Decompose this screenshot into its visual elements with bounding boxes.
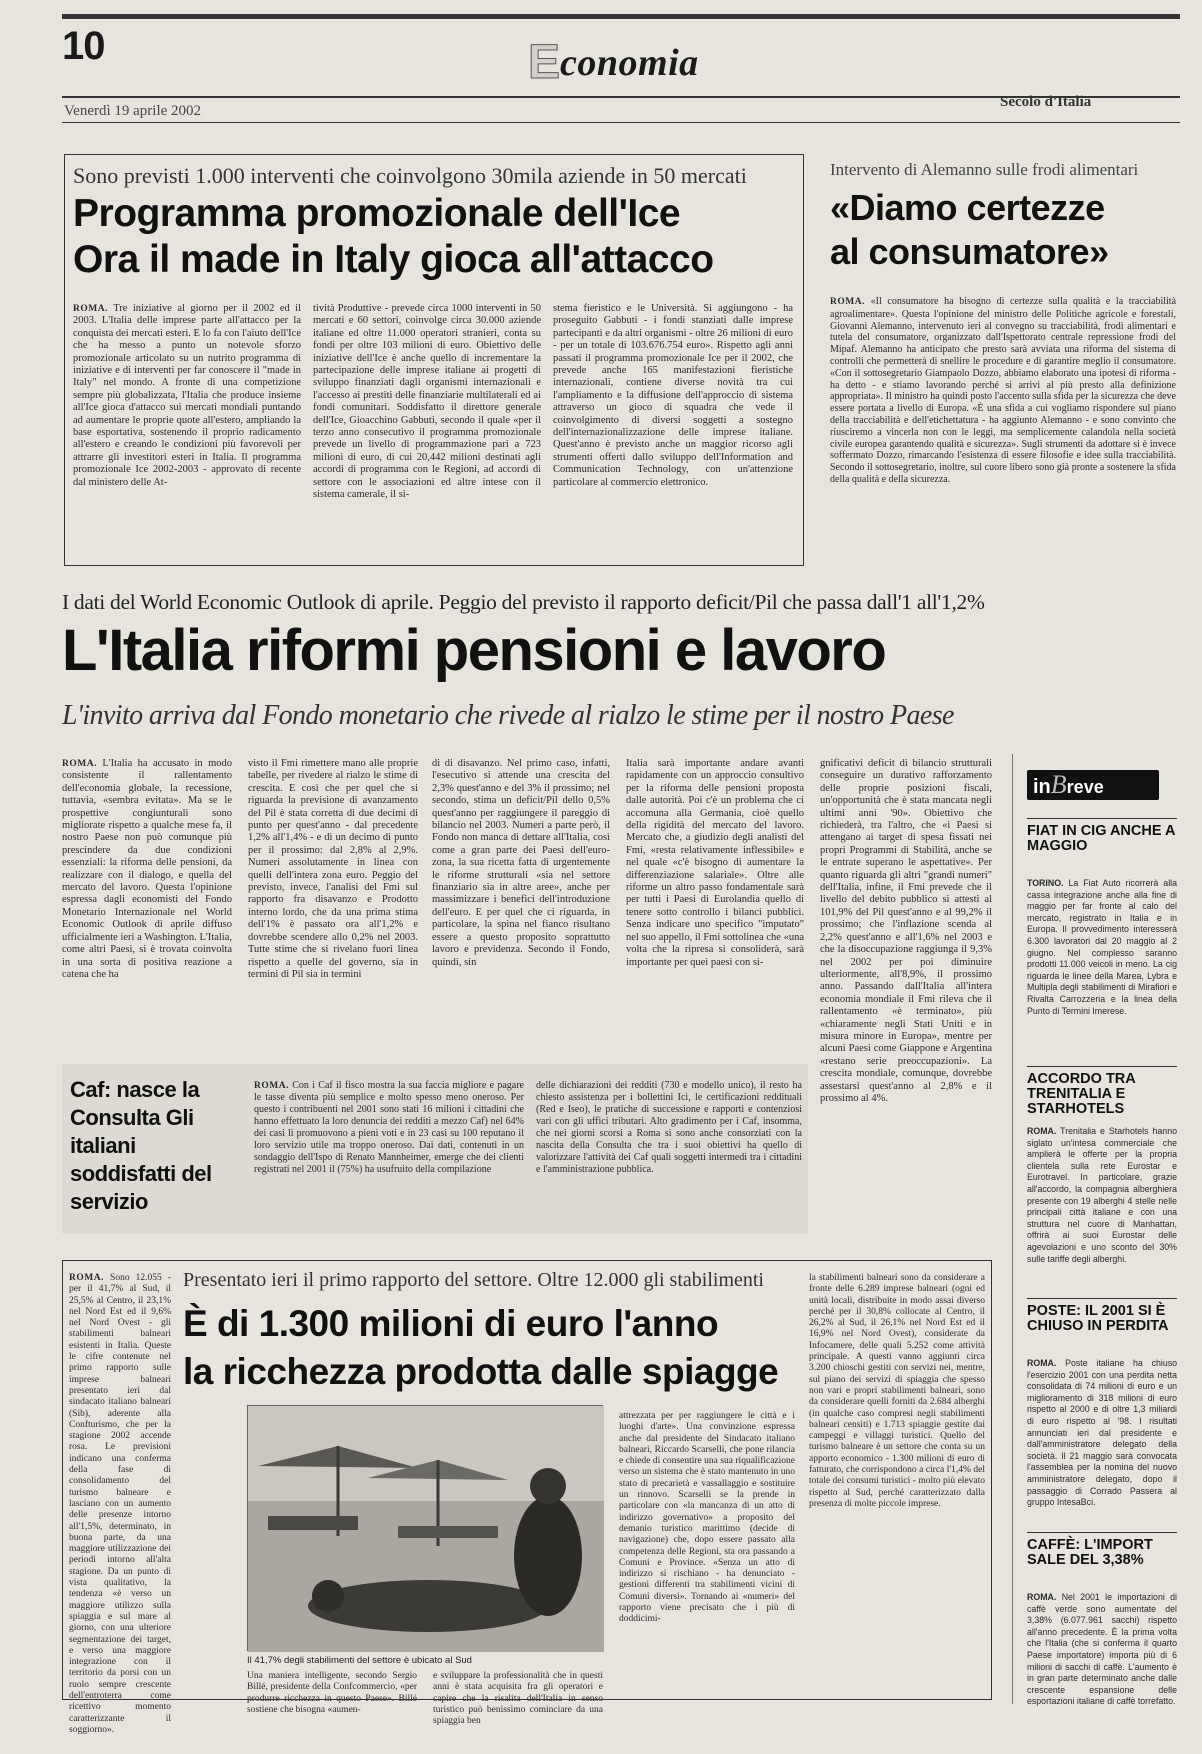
in-breve-rest: reve	[1066, 777, 1104, 797]
article-headline: Caf: nasce la Consulta Gli italiani soddisfatti del servizio	[70, 1077, 212, 1214]
article-column: di di disavanzo. Nel primo caso, infatti, l'esecutivo si attende una crescita del 2,3% quest'anno e del 3% il prossimo; nel secondo, stima un deficit/Pil dello 0,5% quest'anno per raggiungere il pareggio di bilancio nel 2003. Numeri a parte però, il Fondo non manca di dettare all'Italia, così come a gran parte dei Paesi dell'euro-zona, la sua ricetta fatta di urgentemente le riforme strutturali «sia nel settore finanziario sia in altre aree», anche per massimizzare i benefici dell'introduzione dell'euro. E per quel che ci riguarda, in particolare, la spina nel fianco risultano essere a questo proposito soprattutto lavoro e previdenza. Secondo il Fondo, quindi, sin	[432, 758, 610, 968]
article-caf	[62, 1064, 808, 1234]
article-column: Italia sarà importante andare avanti rapidamente con un approccio consultivo per la riforma delle pensioni proposta dalle autorità. Poi c'è un problema che ci accomuna alla Germania, cioè quello della rigidità del mercato del lavoro. Mercato che, a giudizio degli analisti del Fmi, «resta relativamente inflessibile» e nel quale «c'è bisogno di aumentare la differenziazione salariale». Oltre alle riforme un altro passo fondamentale sarà per tutti i Paesi di Eurolandia quello di tenere sotto controllo i bilanci pubblici. Senza indicare uno specifico "imputato" nel suo appello, il Fmi sottolinea che «una volta che la ripresa si consoliderà, sarà importante per quei paesi con si-	[626, 758, 804, 968]
brief-text	[1027, 878, 1177, 1032]
photo-caption: Il 41,7% degli stabilimenti del settore è ubicato al Sud	[247, 1655, 472, 1666]
article-dateline: ROMA.	[254, 1081, 289, 1091]
article-ice	[64, 154, 804, 566]
article-column	[73, 303, 301, 561]
beach-photo-illustration	[248, 1406, 604, 1652]
brief-body: Nel 2001 le importazioni di caffè verde sono aumentate del 3,38% (6.077.961 sacchi) rispetto all'anno precedente. È la prima volta che l'Italia (che si conferma il quarto Paese importatore) importa più di 6 milioni di sacchi di caffè. L'aumento è in gran parte determinato anche dalle crescente espansione delle esportazioni italiane di caffè torrefatto.	[1027, 1592, 1177, 1707]
article-kicker: Presentato ieri il primo rapporto del settore. Oltre 12.000 gli stabilimenti	[183, 1269, 764, 1291]
article-headline: È di 1.300 milioni di euro l'anno	[183, 1303, 719, 1344]
article-dateline: ROMA.	[830, 297, 865, 307]
brief-title: CAFFÈ: L'IMPORT SALE DEL 3,38%	[1027, 1537, 1153, 1568]
beach-photo	[247, 1405, 603, 1651]
article-dateline: ROMA.	[62, 759, 97, 769]
article-column: attrezzata per per raggiungere le città e i luoghi d'arte». Una convinzione espressa anche dal presidente del Sindacato italiano balneari, Riccardo Scarselli, che pone rilancia e chiede di consentire una sua riqualificazione verso un sistema che è stato mantenuto in uno stato di precarietà e vassallaggio e sostituire un rinnovo. Scarselli se la prende in particolare con «la mancanza di un atto di indirizzo governativo» a proposito del demanio turistico marittimo (decide di navigazione) che, dopo essere passato alla competenza delle Regioni, sta ora passando a Comuni e Province. «Senza un atto di indirizzo si rischiano - ha denunciato - gestioni differenti tra stabilimenti vicini di Comuni diversi». Tornando ai «numeri» del rapporto viene precisato che i più di doddicimi-	[619, 1411, 795, 1625]
issue-date: Venerdì 19 aprile 2002	[64, 103, 202, 119]
brief-text	[1027, 1126, 1177, 1272]
article-column: tività Produttive - prevede circa 1000 interventi in 50 mercati e 60 settori, coinvolge circa 30.000 aziende italiane ed oltre 11.000 operatori stranieri, conta su fondi per oltre 103 milioni di euro. Obiettivo delle iniziative dell'Ice è anche quello di incrementare la partecipazione delle imprese italiane ai progetti di sviluppo finanziati dagli organismi internazionali e l'accesso ai prestiti delle finanziarie multilaterali ed ai fondi comunitari. Soddisfatto il direttore generale dell'Ice, Gioacchino Gabbuti, secondo il quale «per il terzo anno consecutivo il programma promozionale prevede un livello di programmazione pari a 723 milioni di euro, di cui 20,442 milioni destinati agli accordi di programma con le Regioni, ad accordi di settore con le associazioni ed altre intese con il sistema camerale, il si-	[313, 303, 541, 501]
in-breve-label	[1027, 770, 1159, 800]
article-spiagge	[62, 1260, 992, 1735]
article-column: la stabilimenti balneari sono da considerare a fronte delle 6.289 imprese balneari (ogni ed unità locali, distribuite in modo assai diverso perché per il 30,8% collocate al Centro, il 26,2% al Sud, il 26,1% nel Nord Est ed il 16,9% nel Nord Ovest), considerate da Infocamere, delle quali 5.252 come attività principale. A questi vanno aggiunti circa 3.200 chioschi gestiti con servizi nei, mentre, sul piano dei servizi di spiaggia che spesso non vari e propri stabilimenti balneari, sono da considerare quelli forniti da 2.684 alberghi (in qualche caso compresi negli stabilimenti balneari censiti) e 1.713 spiaggie gestite dai campeggi e villaggi turistici. Quello del turismo balneare è un settore che conta su un apporto economico - 1.300 milioni di euro di fatturato, che corrispondono a circa l'1,4% del totale dei consumi turistici - molto più elevato rispetto al Sud, perché caratterizzato dalla presenza di molte piccole imprese.	[809, 1273, 985, 1509]
brief-title: ACCORDO TRA TRENITALIA E STARHOTELS	[1027, 1071, 1136, 1117]
article-column: Una maniera intelligente, secondo Sergio Billé, presidente della Confcommercio, «per produrre ricchezza in questo Paese». Billé sostiene che bisogna «aumen-	[247, 1671, 417, 1715]
brief-body: La Fiat Auto ricorrerà alla cassa integrazione anche alla fine di maggio per far fronte al calo del mercato, registrato in Italia e in Europa. Il provvedimento interesserà 6.300 lavoratori dal 20 maggio al 2 giugno. Nel complesso saranno prodotti 11.000 veicoli in meno. La cig riguarda le linee della Marea, Lybra e Multipla degli stabilimenti di Mirafiori e Rivalta Carrozzeria e la linea della Punto di Termini Imerese.	[1027, 878, 1177, 1016]
article-kicker: Intervento di Alemanno sulle frodi alimentari	[830, 160, 1139, 179]
article-kicker: Sono previsti 1.000 interventi che coinvolgono 30mila aziende in 50 mercati	[73, 163, 747, 188]
article-column: visto il Fmi rimettere mano alle proprie tabelle, per rivedere al rialzo le stime di crescita. E così che per quel che si riguarda la previsione di avanzamento del Pil è stata corretta di due decimi di punto per quest'anno - dal precedente 1,2% all'1,4% - e di un decimo di punto per il prossimo: dal 2,8% al 2,9%. Numeri assolutamente in linea con quelli dell'intera zona euro. Peggio del previsto, invece, l'analisi del Fmi sul rapporto fra disavanzo e Prodotto interno lordo, che da una prima stima dell'1% è passato ora all'1,2% e dovrebbe scendere allo 0,2% nel 2003. Tutte stime che si rivelano fuori linea rispetto a quelle del governo, sia in termini di Pil sia in termini	[248, 758, 418, 980]
article-column	[830, 296, 1176, 560]
section-title	[528, 36, 699, 89]
article-dateline: ROMA.	[69, 1273, 104, 1283]
article-headline: la ricchezza prodotta dalle spiagge	[183, 1351, 779, 1392]
article-column	[62, 758, 232, 1054]
brief-dateline: ROMA.	[1027, 1358, 1057, 1368]
article-headline: L'Italia riformi pensioni e lavoro	[62, 618, 886, 683]
article-column: e sviluppare la professionalità che in questi anni è stata acquisita fra gli operatori e capire che la risalita dell'Italia in senso turistico può benissimo cominciare da una spiaggia ben	[433, 1671, 603, 1727]
section-rest: conomia	[560, 42, 699, 84]
article-headline: Programma promozionale dell'Ice	[73, 192, 681, 235]
article-text: «Il consumatore ha bisogno di certezze sulla qualità e la tracciabilità agroalimentare». Questa l'opinione del ministro delle Politiche agricole e forestali, Giovanni Alemanno, intervenuto ieri al convegno su tracciabilità, frodi alimentari e tutela del consumatore, organizzato dall'Ispettorato centrale repressione frodi del Mipaf. Alemanno ha anticipato che presto sarà avviata una riforma del sistema di controlli che permetterà di snellire le procedure e di garantire meglio il consumatore. «Con il sottosegretario Giampaolo Dozzo, abbiamo elaborato una ipotesi di riforma - ha detto - e stiamo lavorando perché si arrivi al più presto alla definizione appropriata». Il ministro ha quindi posto l'accento sulla sfida per la sicurezza che deve essere portata a livello di Europa. «È una sfida a cui vogliamo rispondere sul piano della tracciabilità e dell'etichettatura - ha aggiunto Alemanno - e sono convinto che riusciremo a vincerla non con le leggi, ma semplicemente calandola nella società civile europea garantendo qualità e sicurezza». Sugli strumenti da adottare si è invece soffermato Dozzo, rimarcando l'esistenza di essere filosofie e idee sulla tracciabilità. Secondo il sottosegretario, inoltre, sul cuore libero sono già pronte a sostenere la sfida della qualità e della sicurezza.	[830, 296, 1177, 485]
article-text: Tre iniziative al giorno per il 2002 ed il 2003. L'Italia delle imprese parte all'attacco per la conquista dei mercati esteri. E lo fa con l'aiuto dell'Ice che ha messo a punto un notevole sforzo promozionale articolato su un nutrito programma di iniziative e di interventi per far conoscere il "made in Italy" nel mondo. A fronte di una competizione sempre più globalizzata, l'Italia che produce insieme all'Ice gioca d'attacco sui mercati mondiali puntando ad aumentare le proprie quote all'estero, ampliando la base esportativa, sostenendo il proprio radicamento all'estero e creando le condizioni più favorevoli per attrarre gli investitori esteri in Italia. Il programma promozionale Ice 2002-2003 - approvato di recente dal ministero delle At-	[73, 303, 302, 488]
article-headline: «Diamo certezze	[830, 187, 1105, 228]
article-headline: Ora il made in Italy gioca all'attacco	[73, 238, 714, 281]
article-dateline: ROMA.	[73, 304, 108, 314]
brief-text	[1027, 1592, 1177, 1707]
in-breve-initial: B	[1050, 770, 1067, 799]
article-column: stema fieristico e le Università. Si aggiungono - ha proseguito Gabbuti - i fondi stanziati dalle imprese partecipanti e da altri organismi - oltre 26 milioni di euro - per un totale di 103.676.754 euro». Rispetto agli anni passati il programma promozionale Ice per il 2002, che prevede anche 165 manifestazioni fieristiche internazionali, contiene diverse novità tra cui l'ampliamento e la diffusione dell'approccio di sistema attraverso un gioco di squadra che vede il coinvolgimento di diversi soggetti a sostegno dell'internazionalizzazione delle imprese italiane. Quest'anno è previsto anche un maggior ricorso agli strumenti offerti dallo sviluppo dell'Information and Communication Technology, con un'attenzione particolare al commercio elettronico.	[553, 303, 793, 488]
page-number: 10	[62, 24, 105, 68]
article-column	[254, 1080, 524, 1228]
brief-title: POSTE: IL 2001 SI È CHIUSO IN PERDITA	[1027, 1303, 1169, 1334]
in-breve-sidebar	[1012, 754, 1182, 1707]
section-initial: E	[528, 36, 561, 89]
brief-dateline: ROMA.	[1027, 1126, 1057, 1136]
article-headline: al consumatore»	[830, 231, 1109, 272]
brief-text	[1027, 1358, 1177, 1514]
article-alemanno	[824, 154, 1180, 566]
in-breve-in: in	[1033, 776, 1051, 798]
article-column: gnificativi deficit di bilancio strutturali conseguire un durativo rafforzamento delle proprie posizioni fiscali, un'opportunità che è stata mancata negli ultimi anni '90». Obiettivo che richiederà, tra l'altro, che «i Paesi si attengano ai target di spesa fissati nei propri Programmi di Stabilità, anche se le entrate superano le aspettative». Per quanto riguarda gli altri "grandi numeri" dell'Italia, infine, il Fmi prevede che il livello del debito pubblico si attesti al 101,9% del Pil quest'anno e al 99,2% il prossimo; che l'inflazione scenda al 2,2% quest'anno e all'1,6% nel 2003 e che la disoccupazione raggiunga il 9,3% nel 2002 per poi diminuire ulteriormente, all'8,9%, il prossimo anno. Passando dall'Italia all'intera economia mondiale il Fmi rileva che il rallentamento «è terminato», più «chiaramente negli Stati Uniti e in misura minore in Europa», mentre per alcuni Paesi come Giappone e Argentina «restano serie preoccupazioni». La crescita mondiale, comunque, dovrebbe assestarsi quest'anno al 2,8% e il prossimo al 4%.	[820, 758, 992, 1104]
article-subheadline: L'invito arriva dal Fondo monetario che rivede al rialzo le stime per il nostro Paese	[62, 700, 954, 731]
article-column	[69, 1273, 171, 1735]
brief-dateline: TORINO.	[1027, 878, 1064, 888]
article-text: Con i Caf il fisco mostra la sua faccia migliore e pagare le tasse diventa più semplice e molto spesso meno oneroso. Per questo i contribuenti nel 2001 sono stati 16 milioni i cittadini che hanno effettuato la loro denuncia dei redditi a mezzo Caf) nel 64% dei casi li promuovono a pieni voti e in 23 casi su 100 reputano il loro servizio utile ma troppo oneroso. Dai dati, contenuti in un sondaggio dell'Ispo di Renato Mannheimer, emerge che dei clienti registrati nel 2001 il (75%) ha usufruito della compilazione	[254, 1080, 524, 1175]
article-text: Sono 12.055 - per il 41,7% al Sud, il 25,5% al Centro, il 23,1% nel Nord Est ed il 9,6% nel Nord Ovest - gli stabilimenti balneari esistenti in Italia. Queste le cifre contenute nel primo rapporto sulle imprese balneari presentato ieri dal sindacato italiano balneari (Sib), aderente alla Confturismo, che per la stagione 2002 accende rosa. Le previsioni indicano una conferma della fase di consolidamento del turismo balneare e lasciano con un aumento delle presenze intorno all'1,5%, determinato, in buona parte, da una maggiore utilizzazione dei periodi intorno all'alta stagione. Da un punto di vista qualitativo, la tendenza «è verso un maggiore utilizzo sulla spiaggia e sul mare al giorno, con una ulteriore segmentazione dei target, e verso una maggiore integrazione con il territorio da porsi con un ruolo sempre crescente dell'entroterra come ricettivo momento caratterizzante il soggiorno».	[69, 1273, 171, 1735]
article-column: delle dichiarazioni dei redditi (730 e modello unico), il resto ha chiesto assistenza per i bollettini Ici, le certificazioni reddituali (Red e Iseo), le pratiche di successione e rapporti e contenziosi vari con gli uffici tributari. Alto gradimento per i Caf, insomma, che nei giorni scorsi a Roma si sono anche consorziati con la nascita della Consulta che tra i suoi obiettivi ha quello di valorizzare l'attività dei Caf quali soggetti intermedi tra i cittadini e l'amministrazione pubblica.	[536, 1080, 802, 1175]
article-kicker: I dati del World Economic Outlook di aprile. Peggio del previsto il rapporto deficit/Pil che passa dall'1 all'1,2%	[62, 590, 985, 614]
brief-body: Trenitalia e Starhotels hanno siglato un'intesa commerciale che amplierà le offerte per la propria clientela sulla rete Eurostar e Eurotravel. In particolare, grazie all'accordo, la compagnia alberghiera presente con 19 alberghi 4 stelle nelle principali città italiane e con una struttura nel cuore di Manhattan, offrirà ai suoi Eurostar delle agevolazioni e uno sconto del 30% sulle tariffe degli alberghi.	[1027, 1126, 1177, 1264]
article-text: L'Italia ha accusato in modo consistente il rallentamento dell'economia globale, la recessione, tuttavia, «sembra evitata». Ma se le prospettive congiunturali sono migliorate rispetto a qualche mese fa, il nostro Paese non può comunque più prescindere da due condizioni essenziali: la riforma delle pensioni, da realizzare con il dialogo, e quella del mercato del lavoro. Questa l'opinione espressa dagli economisti del Fondo Monetario Internazionale nel World Economic Outlook di aprile diffuso ufficialmente ieri a Washington. L'Italia, come altri Paesi, si è trovata coinvolta in una sorta di positiva reazione a catena che ha	[62, 758, 232, 980]
paper-name: Secolo d'Italia	[1000, 94, 1092, 110]
brief-dateline: ROMA.	[1027, 1592, 1057, 1602]
brief-body: Poste italiane ha chiuso l'esercizio 2001 con una perdita netta consolidata di 74 milioni di euro e un miglioramento di 318 milioni di euro rispetto al 2000 e di oltre 1,3 miliardi di euro rispetto al '98. I risultati annunciati ieri dal presidente e dall'amministratore delegato della società. Il 21 maggio sarà convocata l'assemblea per la nomina del nuovo amministratore delegato, dopo il passaggio di Corrado Passera al gruppo IntesaBci.	[1027, 1358, 1177, 1508]
brief-title: FIAT IN CIG ANCHE A MAGGIO	[1027, 823, 1175, 854]
